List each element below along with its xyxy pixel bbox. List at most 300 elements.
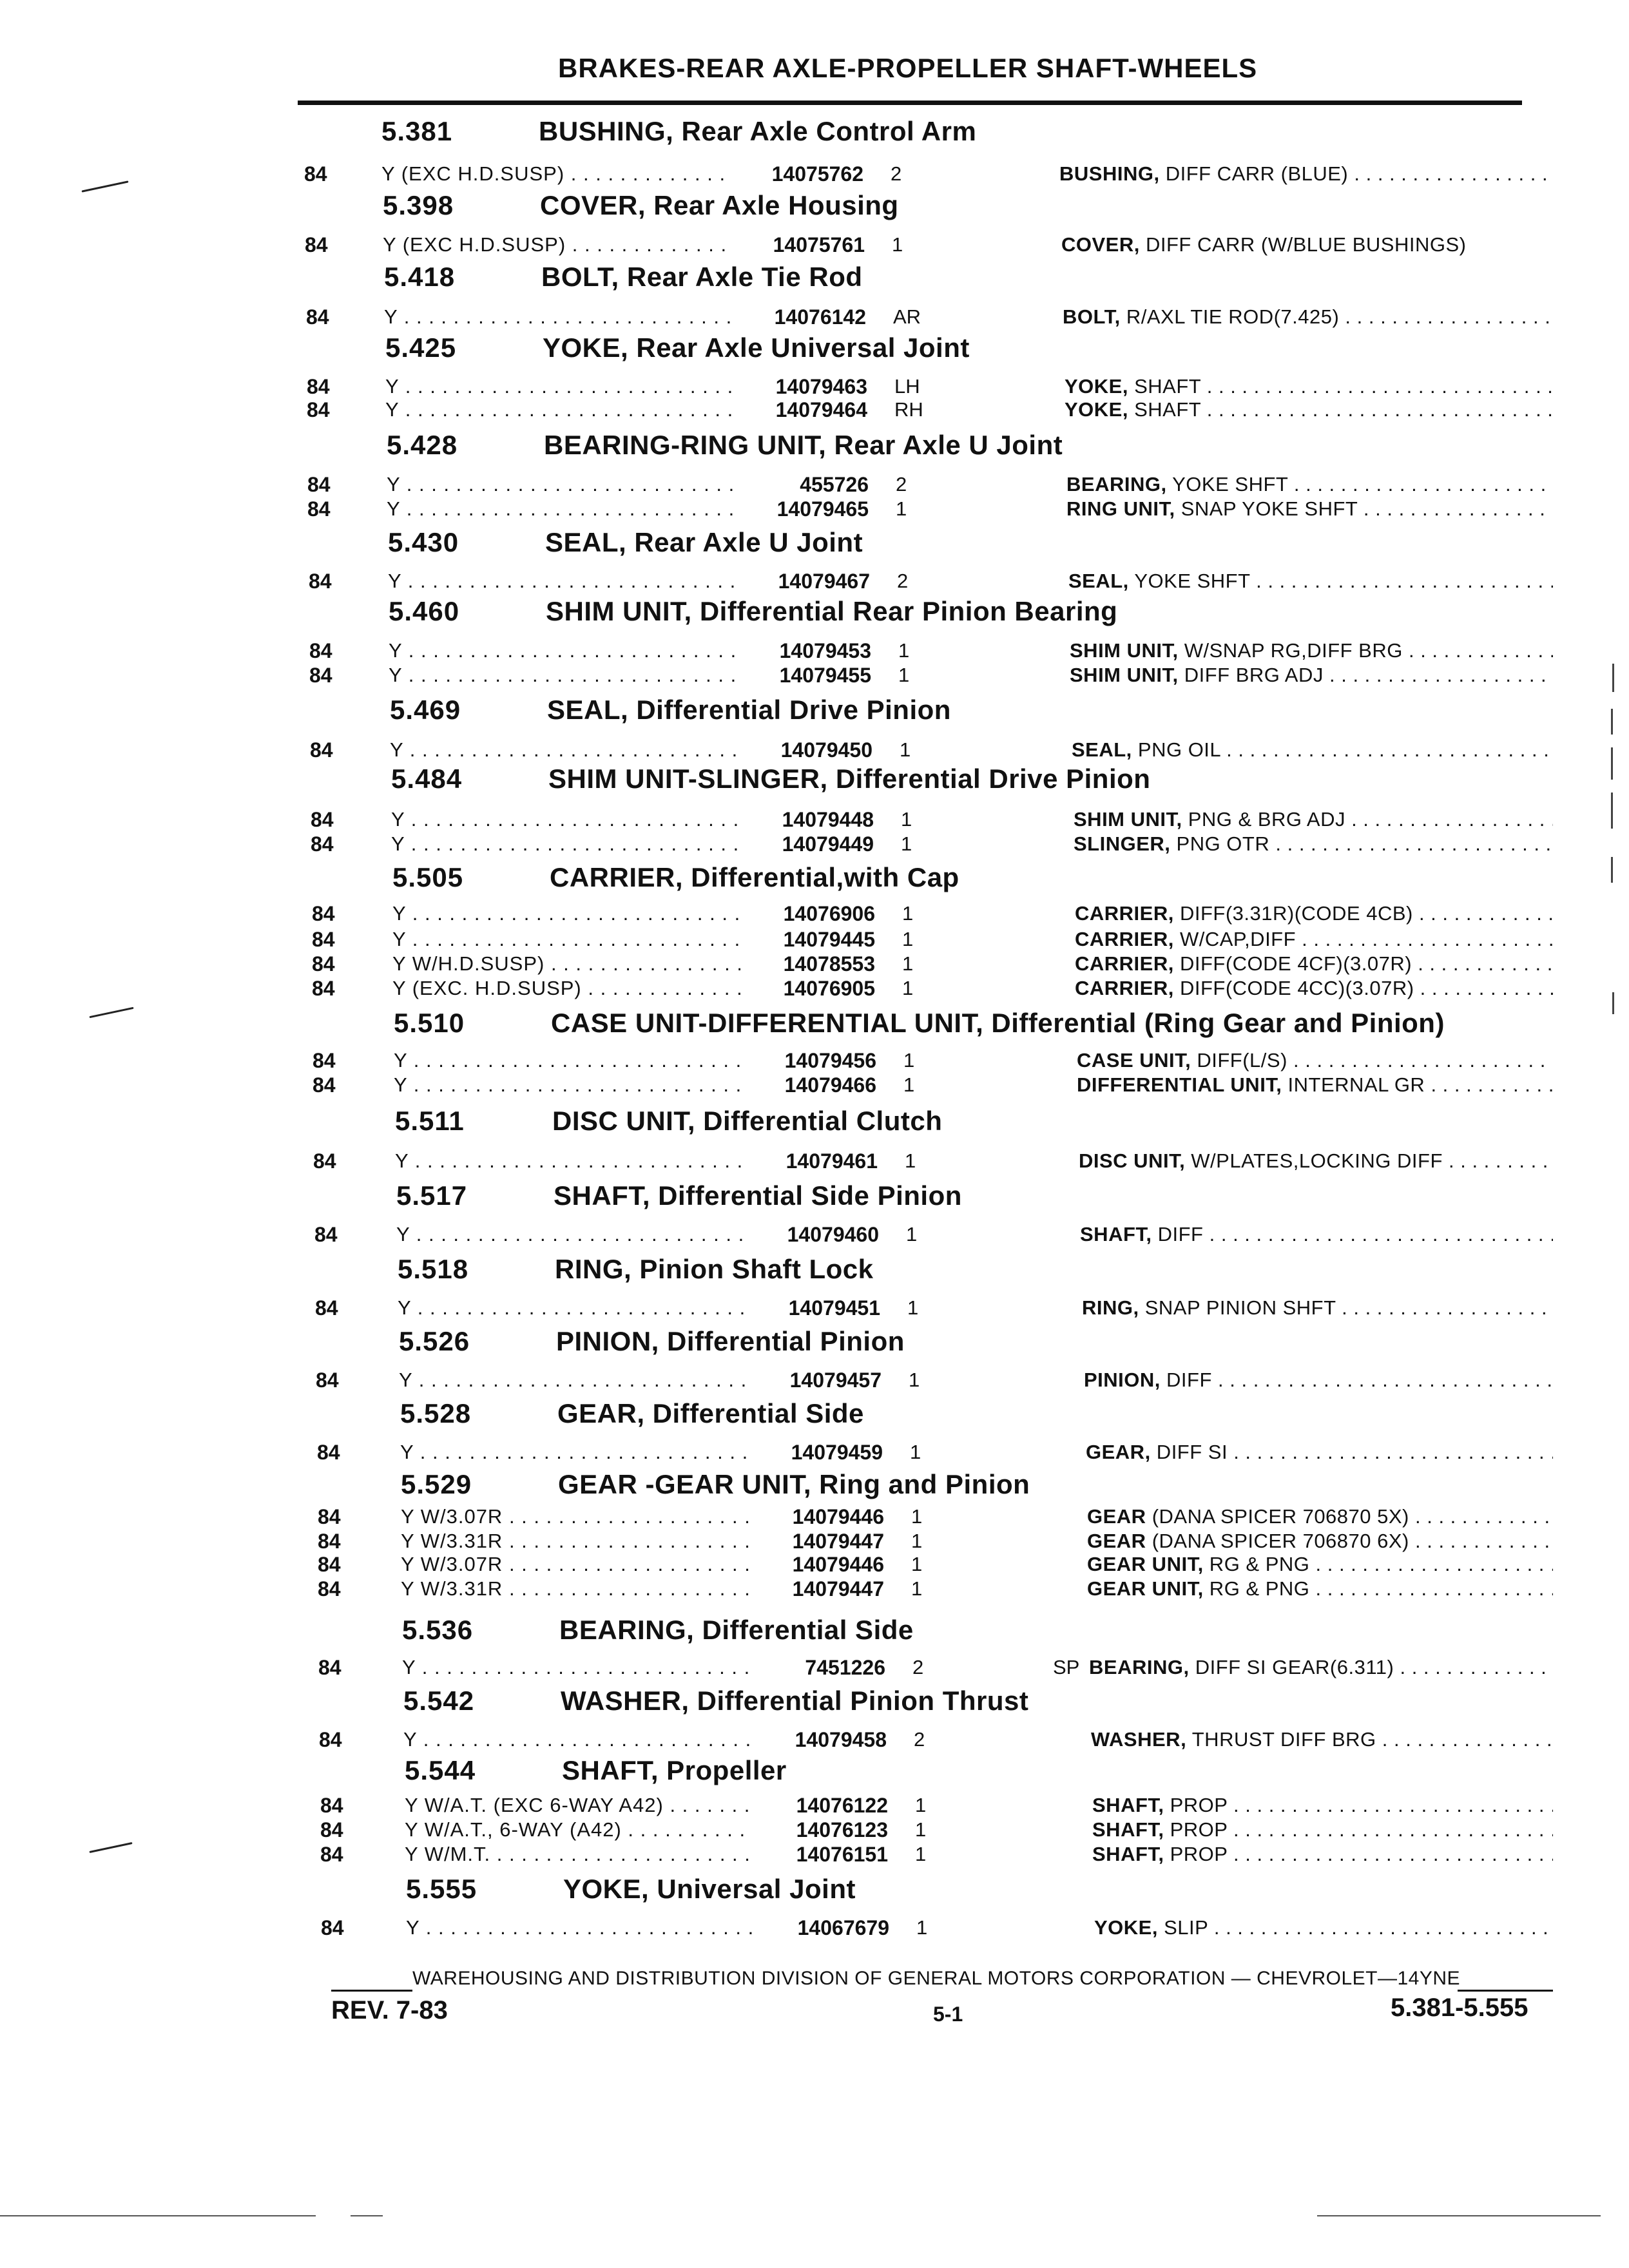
part-number: 14079460 [787, 1223, 879, 1246]
leader-dots [1414, 977, 1553, 999]
description-noun: CARRIER, [1075, 952, 1174, 975]
part-number: 14079447 [792, 1577, 884, 1600]
footer-rule-right [1458, 1990, 1553, 1992]
model-year: 84 [312, 952, 335, 975]
part-number: 14079461 [786, 1149, 878, 1173]
quantity: 1 [901, 808, 912, 831]
application: Y . . . [406, 1916, 754, 1939]
description-noun: BEARING, [1089, 1656, 1190, 1678]
page-title: BRAKES-REAR AXLE-PROPELLER SHAFT-WHEELS [558, 53, 1258, 83]
model-year: 84 [304, 162, 327, 186]
quantity: 2 [912, 1656, 924, 1678]
application: Y . . . [387, 497, 735, 521]
model-year: 84 [314, 1223, 338, 1246]
source-code: SP [1053, 1656, 1080, 1678]
description-noun: GEAR [1087, 1530, 1146, 1552]
leader-dots [1324, 664, 1553, 686]
description-detail: DIFF BRG ADJ [1178, 664, 1324, 686]
description-detail: R/AXL TIE ROD(7.425) [1120, 305, 1340, 328]
description-noun: YOKE, [1065, 375, 1128, 398]
quantity: 1 [915, 1794, 927, 1816]
margin-mark [1611, 857, 1613, 883]
description-noun: GEAR UNIT, [1087, 1553, 1204, 1575]
leader-dots [1228, 1843, 1553, 1865]
description-noun: SHIM UNIT, [1074, 808, 1182, 831]
section-title: SHAFT, Propeller [562, 1755, 787, 1785]
bottom-rule-right [1317, 2215, 1601, 2216]
leader-dots [1208, 1916, 1553, 1939]
part-number: 14076905 [783, 977, 875, 1000]
description-detail: PROP [1164, 1843, 1228, 1865]
section-title: CARRIER, Differential,with Cap [550, 862, 959, 892]
section-number: 5.484 [391, 764, 463, 794]
application: Y (EXC. H.D.SUSP) . . . [392, 977, 740, 1000]
application: Y W/A.T., 6-WAY (A42) . . . [405, 1818, 753, 1841]
section-title: YOKE, Rear Axle Universal Joint [543, 332, 970, 363]
section-number: 5.398 [383, 190, 454, 220]
page-range: 5.381-5.555 [1391, 1994, 1528, 2022]
model-year: 84 [307, 497, 331, 521]
part-number: 14067679 [797, 1916, 889, 1939]
application: Y . . . [390, 738, 738, 762]
leader-dots [1348, 162, 1553, 185]
model-year: 84 [312, 977, 335, 1000]
section-number: 5.542 [403, 1686, 475, 1716]
section-title: SHAFT, Differential Side Pinion [554, 1180, 962, 1211]
section-number: 5.428 [387, 430, 458, 460]
bottom-rule-mark [351, 2215, 383, 2216]
description-detail: (DANA SPICER 706870 5X) [1146, 1505, 1409, 1528]
quantity: 1 [902, 902, 914, 925]
section-title: WASHER, Differential Pinion Thrust [561, 1686, 1029, 1716]
description-detail: SNAP YOKE SHFT [1175, 497, 1358, 520]
section-number: 5.381 [381, 116, 453, 146]
model-year: 84 [318, 1577, 341, 1600]
model-year: 84 [310, 738, 333, 762]
application: Y . . . [392, 928, 740, 951]
page-number: 5-1 [933, 2003, 963, 2026]
part-description [1072, 738, 1553, 762]
part-number: 14075761 [773, 233, 865, 256]
quantity: 1 [892, 233, 903, 256]
section-number: 5.430 [388, 527, 459, 557]
leader-dots [1201, 398, 1553, 421]
application: Y . . . [388, 570, 736, 593]
application: Y . . . [399, 1369, 747, 1392]
model-year: 84 [309, 639, 333, 662]
part-description [1074, 808, 1553, 831]
application: Y . . . [402, 1656, 750, 1679]
model-year: 84 [311, 808, 334, 831]
quantity: 1 [902, 977, 914, 999]
model-year: 84 [313, 1049, 336, 1072]
description-detail: W/SNAP RG,DIFF BRG [1178, 639, 1403, 662]
header-rule [298, 101, 1522, 105]
part-number: 14079463 [775, 375, 867, 398]
description-detail: YOKE SHFT [1166, 473, 1288, 495]
application: Y . . . [391, 832, 739, 856]
part-description [1063, 305, 1553, 329]
application: Y (EXC H.D.SUSP) . . . [383, 233, 731, 256]
part-description [1087, 1530, 1553, 1553]
part-number: 14079449 [782, 832, 874, 856]
section-number: 5.518 [398, 1254, 469, 1284]
margin-mark [1611, 793, 1613, 829]
description-detail: W/CAP,DIFF [1173, 928, 1296, 950]
quantity: 1 [902, 928, 914, 950]
quantity: 1 [911, 1505, 923, 1528]
part-number: 7451226 [805, 1656, 885, 1679]
section-number: 5.460 [389, 596, 460, 626]
section-title: BEARING-RING UNIT, Rear Axle U Joint [544, 430, 1063, 460]
margin-mark [89, 1007, 133, 1018]
quantity: LH [894, 375, 920, 398]
description-detail: DIFF [1152, 1223, 1204, 1245]
part-description [1087, 1577, 1553, 1600]
application: Y . . . [395, 1149, 743, 1173]
leader-dots [1250, 570, 1553, 592]
leader-dots [1204, 1223, 1554, 1245]
description-detail: W/PLATES,LOCKING DIFF [1185, 1149, 1443, 1172]
quantity: 1 [905, 1149, 916, 1172]
section-title: BOLT, Rear Axle Tie Rod [541, 262, 863, 292]
part-description [1091, 1728, 1553, 1751]
description-detail: RG & PNG [1203, 1553, 1310, 1575]
quantity: 1 [901, 832, 912, 855]
application: Y . . . [392, 902, 740, 925]
section-number: 5.526 [399, 1326, 470, 1356]
leader-dots [1413, 902, 1553, 925]
description-detail: DIFF [1160, 1369, 1212, 1391]
part-number: 14079466 [784, 1073, 876, 1097]
description-noun: SHIM UNIT, [1070, 639, 1179, 662]
model-year: 84 [318, 1530, 341, 1553]
description-noun: RING, [1082, 1296, 1139, 1319]
part-number: 14079453 [779, 639, 871, 662]
section-title: SHIM UNIT-SLINGER, Differential Drive Pinion [548, 764, 1151, 794]
description-detail: PNG OIL [1132, 738, 1221, 761]
model-year: 84 [318, 1505, 341, 1528]
part-description [1075, 952, 1553, 975]
leader-dots [1425, 1073, 1553, 1096]
leader-dots [1412, 952, 1553, 975]
part-number: 14079445 [783, 928, 875, 951]
application: Y W/A.T. (EXC 6-WAY A42) . . . [405, 1794, 753, 1817]
part-number: 14079447 [792, 1530, 884, 1553]
section-title: SEAL, Differential Drive Pinion [547, 695, 951, 725]
part-description [1080, 1223, 1553, 1246]
section-number: 5.528 [400, 1398, 472, 1428]
part-number: 14079467 [778, 570, 870, 593]
section-number: 5.469 [390, 695, 461, 725]
part-description [1092, 1818, 1553, 1841]
leader-dots [1228, 1794, 1553, 1816]
section-number: 5.517 [396, 1180, 468, 1211]
application: Y W/3.07R . . . [401, 1553, 749, 1576]
quantity: 1 [907, 1296, 919, 1319]
quantity: AR [893, 305, 921, 328]
description-noun: BUSHING, [1059, 162, 1160, 185]
description-detail: YOKE SHFT [1128, 570, 1250, 592]
part-description [1066, 497, 1553, 521]
description-noun: SHAFT, [1080, 1223, 1152, 1245]
part-description [1068, 570, 1553, 593]
section-title: DISC UNIT, Differential Clutch [552, 1106, 943, 1136]
part-number: 14079455 [779, 664, 871, 687]
quantity: 2 [896, 473, 907, 495]
application: Y . . . [385, 398, 733, 421]
part-number: 14078553 [783, 952, 875, 975]
description-noun: BEARING, [1066, 473, 1167, 495]
model-year: 84 [313, 1073, 336, 1097]
section-number: 5.510 [394, 1008, 465, 1038]
part-number: 14079464 [775, 398, 867, 421]
description-noun: SLINGER, [1074, 832, 1171, 855]
part-description [1092, 1794, 1553, 1817]
part-description [1070, 664, 1553, 687]
application: Y . . . [389, 664, 737, 687]
part-number: 14076151 [796, 1843, 888, 1866]
section-title: SEAL, Rear Axle U Joint [545, 527, 863, 557]
description-noun: SHAFT, [1092, 1794, 1164, 1816]
part-number: 14076142 [774, 305, 866, 329]
quantity: 1 [915, 1843, 927, 1865]
model-year: 84 [321, 1916, 344, 1939]
part-number: 14079458 [795, 1728, 887, 1751]
section-number: 5.555 [406, 1874, 477, 1904]
section-title: COVER, Rear Axle Housing [540, 190, 899, 220]
part-number: 14076122 [796, 1794, 888, 1817]
application: Y (EXC H.D.SUSP) . . . [381, 162, 729, 186]
part-description [1066, 473, 1553, 496]
model-year: 84 [315, 1296, 338, 1320]
model-year: 84 [309, 570, 332, 593]
margin-mark [89, 1842, 132, 1853]
quantity: RH [894, 398, 923, 421]
model-year: 84 [311, 832, 334, 856]
section-title: SHIM UNIT, Differential Rear Pinion Bearing [546, 596, 1118, 626]
part-number: 455726 [800, 473, 869, 496]
leader-dots [1220, 738, 1553, 761]
part-number: 14079465 [776, 497, 869, 521]
section-number: 5.418 [384, 262, 456, 292]
leader-dots [1201, 375, 1553, 398]
description-detail: INTERNAL GR [1282, 1073, 1425, 1096]
description-detail: RG & PNG [1203, 1577, 1310, 1600]
part-description [1074, 832, 1553, 856]
model-year: 84 [316, 1369, 339, 1392]
description-noun: PINION, [1084, 1369, 1161, 1391]
description-detail: SHAFT [1128, 375, 1201, 398]
description-detail: DIFF(CODE 4CC)(3.07R) [1173, 977, 1414, 999]
description-noun: RING UNIT, [1066, 497, 1175, 520]
description-noun: SHIM UNIT, [1070, 664, 1179, 686]
application: Y . . . [394, 1049, 742, 1072]
leader-dots [1269, 832, 1553, 855]
part-number: 14079446 [792, 1553, 884, 1576]
leader-dots [1409, 1530, 1553, 1552]
part-number: 14079450 [780, 738, 872, 762]
part-number: 14075762 [771, 162, 863, 186]
model-year: 84 [320, 1818, 343, 1841]
application: Y . . . [400, 1441, 748, 1464]
leader-dots [1358, 497, 1553, 520]
margin-mark [1612, 992, 1614, 1014]
footer-division: WAREHOUSING AND DISTRIBUTION DIVISION OF GENERAL MOTORS CORPORATION — CHEVROLET—14YNE [412, 1968, 1461, 1989]
section-title: YOKE, Universal Joint [563, 1874, 856, 1904]
part-description [1086, 1441, 1553, 1464]
section-title: PINION, Differential Pinion [556, 1326, 905, 1356]
model-year: 84 [312, 928, 335, 951]
part-description [1075, 928, 1553, 951]
application: Y . . . [391, 808, 739, 831]
section-title: BEARING, Differential Side [559, 1615, 914, 1645]
part-description [1077, 1049, 1553, 1072]
model-year: 84 [306, 305, 329, 329]
description-noun: GEAR UNIT, [1087, 1577, 1204, 1600]
section-number: 5.505 [392, 862, 464, 892]
quantity: 1 [902, 952, 914, 975]
part-description [1075, 902, 1553, 925]
description-noun: CARRIER, [1075, 928, 1174, 950]
description-detail: SLIP [1157, 1916, 1208, 1939]
description-detail: DIFF(3.31R)(CODE 4CB) [1173, 902, 1413, 925]
quantity: 1 [903, 1049, 915, 1072]
description-detail: SNAP PINION SHFT [1139, 1296, 1336, 1319]
application: Y . . . [385, 375, 733, 398]
section-title: GEAR -GEAR UNIT, Ring and Pinion [558, 1469, 1030, 1499]
quantity: 1 [911, 1553, 923, 1575]
model-year: 84 [313, 1149, 336, 1173]
part-number: 14079456 [784, 1049, 876, 1072]
description-detail: DIFF SI [1150, 1441, 1228, 1463]
margin-mark [1611, 747, 1613, 780]
description-detail: DIFF(L/S) [1191, 1049, 1287, 1072]
leader-dots [1228, 1818, 1553, 1841]
description-detail: PROP [1164, 1794, 1228, 1816]
part-description [1087, 1553, 1553, 1576]
section-number: 5.536 [402, 1615, 474, 1645]
description-detail: DIFF CARR (BLUE) [1159, 162, 1349, 185]
footer-rule-left [331, 1990, 412, 1992]
description-noun: WASHER, [1091, 1728, 1187, 1751]
section-title: CASE UNIT-DIFFERENTIAL UNIT, Differential (Ring Gear and Pinion) [551, 1008, 1445, 1038]
application: Y W/M.T. . . . [405, 1843, 753, 1866]
application: Y . . . [387, 473, 735, 496]
description-noun: GEAR [1087, 1505, 1146, 1528]
leader-dots [1403, 639, 1553, 662]
quantity: 2 [897, 570, 909, 592]
part-description [1092, 1843, 1553, 1866]
model-year: 84 [309, 664, 333, 687]
description-noun: COVER, [1061, 233, 1140, 256]
application: Y . . . [394, 1073, 742, 1097]
description-noun: BOLT, [1063, 305, 1121, 328]
quantity: 1 [909, 1369, 920, 1391]
application: Y W/3.31R . . . [401, 1577, 749, 1600]
description-detail: PNG & BRG ADJ [1182, 808, 1345, 831]
description-noun: GEAR, [1086, 1441, 1151, 1463]
model-year: 84 [320, 1794, 343, 1817]
quantity: 1 [898, 639, 910, 662]
description-noun: CARRIER, [1075, 902, 1174, 925]
part-description [1087, 1505, 1553, 1528]
model-year: 84 [318, 1656, 342, 1679]
leader-dots [1309, 1577, 1553, 1600]
description-noun: DIFFERENTIAL UNIT, [1077, 1073, 1282, 1096]
part-number: 14079448 [782, 808, 874, 831]
quantity: 1 [900, 738, 911, 761]
leader-dots [1409, 1505, 1553, 1528]
section-number: 5.544 [405, 1755, 476, 1785]
section-title: BUSHING, Rear Axle Control Arm [539, 116, 977, 146]
leader-dots [1287, 1049, 1553, 1072]
part-number: 14079457 [789, 1369, 882, 1392]
part-description [1089, 1656, 1553, 1679]
leader-dots [1309, 1553, 1553, 1575]
description-detail: PNG OTR [1170, 832, 1270, 855]
bottom-rule-left [0, 2215, 316, 2216]
leader-dots [1376, 1728, 1553, 1751]
description-detail: DIFF CARR (W/BLUE BUSHINGS) [1139, 233, 1467, 256]
application: Y W/3.31R . . . [401, 1530, 749, 1553]
part-number: 14079451 [788, 1296, 880, 1320]
part-number: 14076123 [796, 1818, 888, 1841]
description-noun: SEAL, [1068, 570, 1129, 592]
section-number: 5.529 [401, 1469, 472, 1499]
section-title: RING, Pinion Shaft Lock [555, 1254, 874, 1284]
application: Y . . . [389, 639, 737, 662]
leader-dots [1394, 1656, 1553, 1678]
description-noun: SEAL, [1072, 738, 1132, 761]
quantity: 2 [914, 1728, 925, 1751]
description-detail: DIFF SI GEAR(6.311) [1189, 1656, 1394, 1678]
margin-mark [1612, 664, 1614, 692]
leader-dots [1336, 1296, 1553, 1319]
description-noun: CARRIER, [1075, 977, 1174, 999]
part-description [1079, 1149, 1553, 1173]
model-year: 84 [312, 902, 335, 925]
quantity: 1 [906, 1223, 918, 1245]
model-year: 84 [318, 1553, 341, 1576]
part-number: 14079446 [792, 1505, 884, 1528]
application: Y . . . [384, 305, 732, 329]
description-noun: YOKE, [1094, 1916, 1158, 1939]
quantity: 1 [910, 1441, 921, 1463]
section-number: 5.511 [395, 1106, 465, 1136]
application: Y W/H.D.SUSP) . . . [392, 952, 740, 975]
quantity: 1 [915, 1818, 927, 1841]
description-detail: PROP [1164, 1818, 1228, 1841]
part-description [1077, 1073, 1553, 1097]
part-description [1094, 1916, 1553, 1939]
leader-dots [1212, 1369, 1553, 1391]
description-noun: YOKE, [1065, 398, 1128, 421]
part-description [1065, 398, 1553, 421]
revision-label: REV. 7-83 [331, 1996, 448, 2024]
leader-dots [1288, 473, 1553, 495]
description-detail: THRUST DIFF BRG [1186, 1728, 1376, 1751]
model-year: 84 [307, 398, 330, 421]
quantity: 1 [896, 497, 907, 520]
model-year: 84 [319, 1728, 342, 1751]
quantity: 1 [911, 1577, 923, 1600]
model-year: 84 [317, 1441, 340, 1464]
quantity: 1 [911, 1530, 923, 1552]
model-year: 84 [305, 233, 328, 256]
part-description [1070, 639, 1553, 662]
part-number: 14076906 [783, 902, 875, 925]
